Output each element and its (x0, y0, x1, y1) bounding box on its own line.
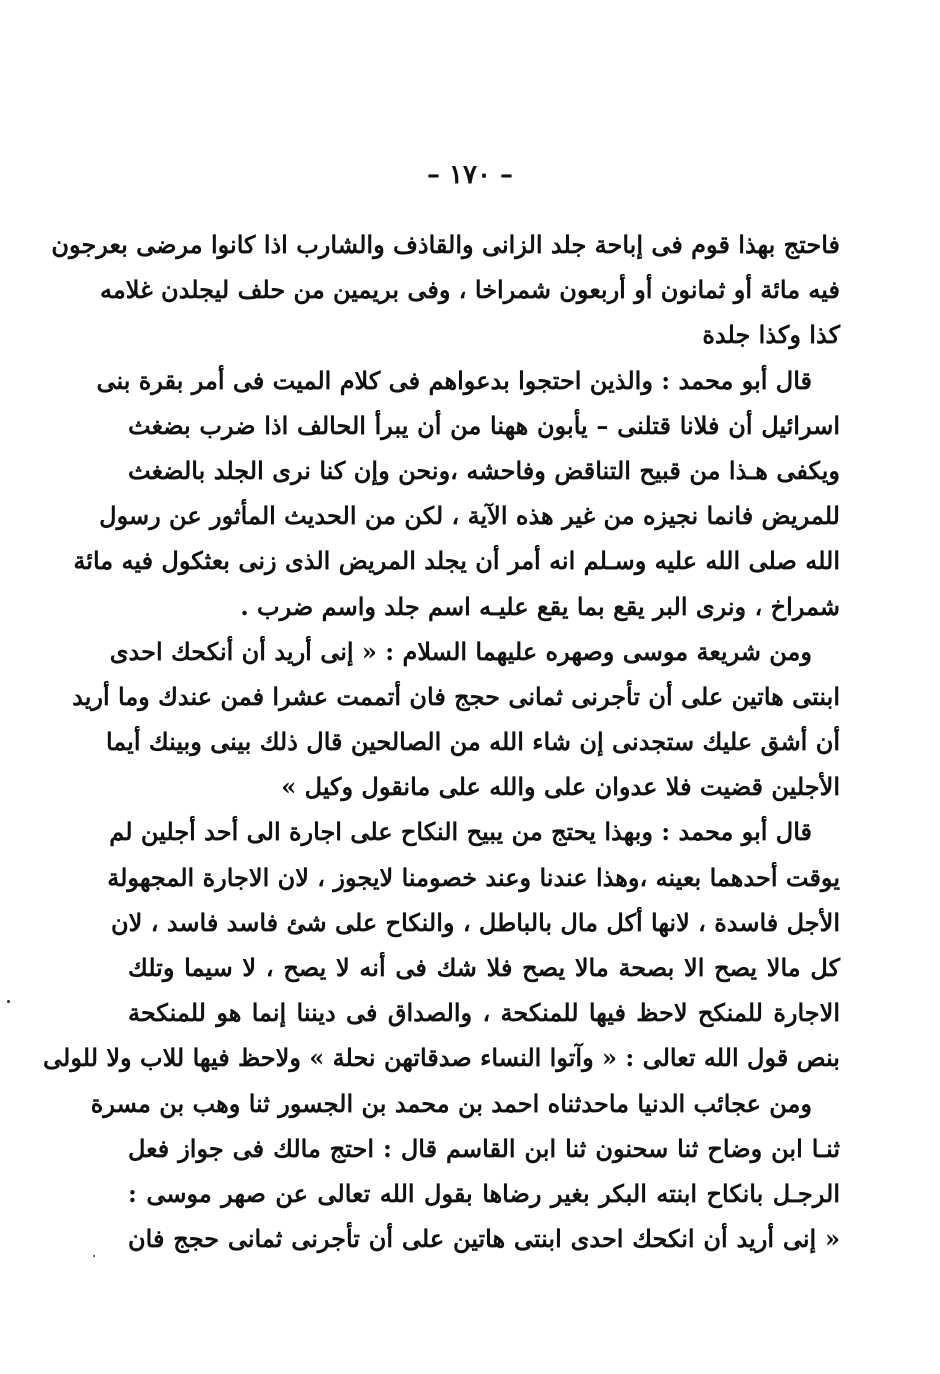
text-line: الأجل فاسدة ، لانها أكل مال بالباطل ، والنكاح على شئ فاسد فاسد ، لان (111, 907, 840, 937)
text-line: يوقت أحدهما بعينه ،وهذا عندنا وعند خصومنا لايجوز ، لان الاجارة المجهولة (107, 862, 840, 892)
body-text (43, 222, 840, 1261)
text-line: فيه مائة أو ثمانون أو أربعون شمراخا ، وفى بريمين من حلف ليجلدن غلامه (100, 275, 840, 305)
text-line: اسرائيل أن فلانا قتلنى – يأبون ههنا من أن يبرأ الحالف اذا ضرب بضغث (128, 410, 840, 440)
text-line: فاحتج بهذا قوم فى إباحة جلد الزانى والقاذف والشارب اذا كانوا مرضى بعرجون (51, 230, 840, 259)
text-line: أن أشق عليك ستجدنى إن شاء الله من الصالحين قال ذلك بينى وبينك أيما (105, 727, 840, 757)
text-line: ومن شريعة موسى وصهره عليهما السلام : « إنى أريد أن أنكحك احدى (109, 636, 812, 666)
text-line: الرجـل بانكاح ابنته البكر بغير رضاها بقول الله تعالى عن صهر موسى : (128, 1178, 840, 1208)
page-number: – ١٧٠ – (426, 160, 514, 190)
text-line: كذا وكذا جلدة (702, 320, 840, 350)
text-line: بنص قول الله تعالى : « وآتوا النساء صدقاتهن نحلة » ولاحظ فيها للاب ولا للولى (43, 1043, 840, 1073)
text-line: للمريض فانما نجيزه من غير هذه الآية ، لكن من الحديث المأثور عن رسول (99, 501, 840, 531)
text-line: الله صلى الله عليه وسـلم انه أمر أن يجلد المريض الذى زنى بعثكول فيه مائة (73, 546, 840, 576)
text-line: الاجارة للمنكح لاحظ فيها للمنكحة ، والصداق فى ديننا إنما هو للمنكحة (128, 998, 840, 1028)
text-line: كل مالا يصح الا بصحة مالا يصح فلا شك فى أنه لا يصح ، لا سيما وتلك (128, 953, 840, 982)
text-line: ومن عجائب الدنيا ماحدثناه احمد بن محمد بن الجسور ثنا وهب بن مسرة (90, 1088, 812, 1118)
scan-speck (7, 1000, 10, 1003)
text-line: قال أبو محمد : والذين احتجوا بدعواهم فى كلام الميت فى أمر بقرة بنى (96, 365, 812, 395)
text-line: ابنتى هاتين على أن تأجرنى ثمانى حجج فان أتممت عشرا فمن عندك وما أريد (72, 681, 840, 711)
text-line: ثنـا ابن وضاح ثنا سحنون ثنا ابن القاسم قال : احتج مالك فى جواز فعل (128, 1133, 840, 1163)
scan-speck (93, 1255, 95, 1257)
text-line: ويكفى هـذا من قبيح التناقض وفاحشه ،ونحن وإن كنا نرى الجلد بالضغث (128, 455, 840, 485)
text-line: « إنى أريد أن انكحك احدى ابنتى هاتين على أن تأجرنى ثمانى حجج فان (128, 1224, 840, 1254)
text-line: شمراخ ، ونرى البر يقع بما يقع عليـه اسم جلد واسم ضرب . (240, 591, 840, 621)
text-line: الأجلين قضيت فلا عدوان على والله على مانقول وكيل » (281, 772, 840, 802)
text-line: قال أبو محمد : وبهذا يحتج من يبيح النكاح على اجارة الى أحد أجلين لم (109, 817, 812, 847)
